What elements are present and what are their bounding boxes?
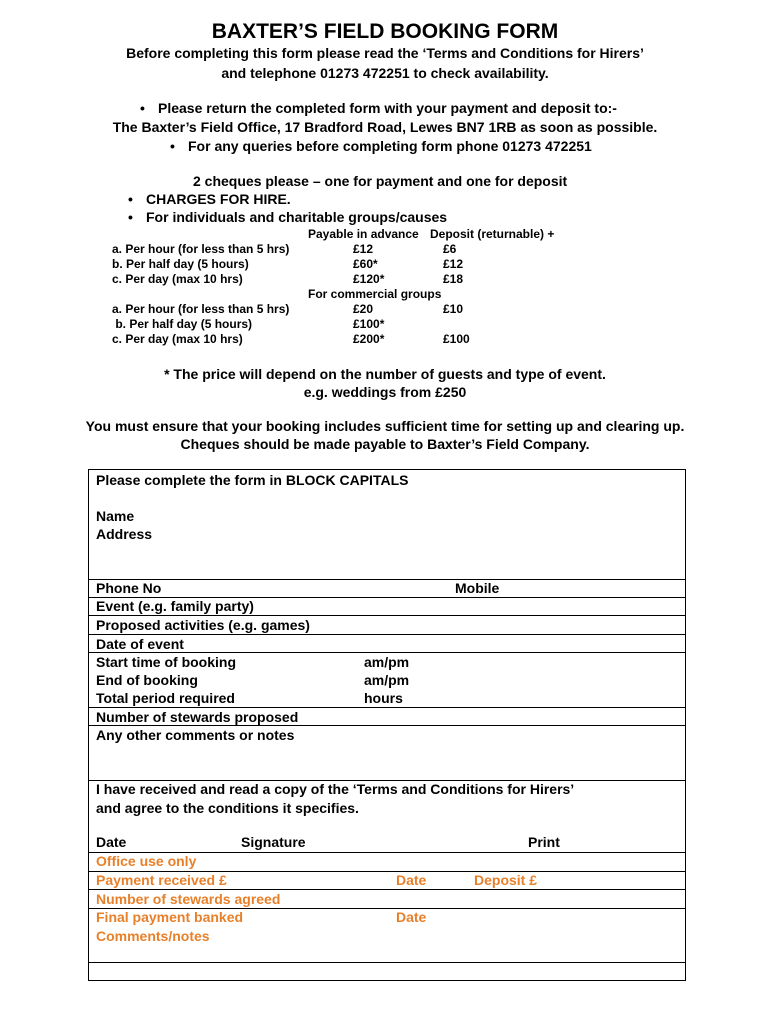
- ensure-note-line-2: Cheques should be made payable to Baxter’s Field Company.: [180, 436, 590, 452]
- phone-field-label[interactable]: Phone No: [96, 580, 162, 596]
- event-field-label[interactable]: Event (e.g. family party): [96, 598, 254, 614]
- rate-row-advance: £12: [353, 242, 374, 256]
- divider: [88, 634, 686, 635]
- office-comments-label[interactable]: Comments/notes: [96, 928, 210, 944]
- stewards-agreed-label[interactable]: Number of stewards agreed: [96, 891, 281, 907]
- rate-row-advance: £60*: [353, 257, 378, 271]
- rate-row-deposit: £100: [443, 332, 470, 346]
- rate-row-advance: £20: [353, 302, 374, 316]
- rate-row-advance: £120*: [353, 272, 385, 286]
- charges-heading: • CHARGES FOR HIRE.: [128, 191, 291, 207]
- intro-line-2: and telephone 01273 472251 to check availability.: [221, 65, 549, 81]
- ensure-note-line-1: You must ensure that your booking includes sufficient time for setting up and clearing up.: [85, 418, 685, 434]
- intro-line-1: Before completing this form please read the ‘Terms and Conditions for Hirers’: [126, 45, 644, 61]
- form-instructions: Please complete the form in BLOCK CAPITALS: [96, 472, 409, 488]
- start-time-unit: am/pm: [364, 654, 410, 670]
- event-date-field-label[interactable]: Date of event: [96, 636, 184, 652]
- date-field-label[interactable]: Date: [96, 834, 127, 850]
- divider: [88, 652, 686, 653]
- mobile-field-label[interactable]: Mobile: [455, 580, 500, 596]
- total-period-field-label[interactable]: Total period required: [96, 690, 235, 706]
- activities-field-label[interactable]: Proposed activities (e.g. games): [96, 617, 310, 633]
- rate-row-label: a. Per hour (for less than 5 hrs): [112, 242, 290, 256]
- comments-field-label[interactable]: Any other comments or notes: [96, 727, 295, 743]
- rate-row-label: b. Per half day (5 hours): [112, 257, 249, 271]
- col-advance-header: Payable in advance: [308, 227, 419, 241]
- divider: [88, 725, 686, 726]
- office-use-heading: Office use only: [96, 853, 197, 869]
- agreement-line-2: and agree to the conditions it specifies.: [96, 800, 359, 816]
- stewards-field-label[interactable]: Number of stewards proposed: [96, 709, 299, 725]
- end-booking-field-label[interactable]: End of booking: [96, 672, 198, 688]
- payment-date-label[interactable]: Date: [396, 872, 427, 888]
- divider: [88, 707, 686, 708]
- payment-received-label[interactable]: Payment received £: [96, 872, 227, 888]
- rate-row-label: c. Per day (max 10 hrs): [112, 272, 243, 286]
- price-note-line-2: e.g. weddings from £250: [303, 384, 467, 400]
- queries-bullet: • For any queries before completing form phone 01273 472251: [170, 138, 592, 154]
- signature-field-label[interactable]: Signature: [241, 834, 306, 850]
- return-address: The Baxter’s Field Office, 17 Bradford Road, Lewes BN7 1RB as soon as possible.: [112, 119, 658, 135]
- print-field-label[interactable]: Print: [528, 834, 560, 850]
- total-period-unit: hours: [364, 690, 403, 706]
- end-booking-unit: am/pm: [364, 672, 410, 688]
- charges-individuals: • For individuals and charitable groups/causes: [128, 209, 447, 225]
- rate-row-deposit: £6: [443, 242, 457, 256]
- address-field-label[interactable]: Address: [96, 526, 153, 542]
- rate-row-label: c. Per day (max 10 hrs): [112, 332, 243, 346]
- rate-row-deposit: £12: [443, 257, 464, 271]
- rate-row-label: b. Per half day (5 hours): [112, 317, 253, 331]
- name-field-label[interactable]: Name: [96, 508, 135, 524]
- final-payment-date-label[interactable]: Date: [396, 909, 427, 925]
- return-bullet: • Please return the completed form with your payment and deposit to:-: [140, 100, 617, 116]
- divider: [88, 962, 686, 963]
- rate-row-advance: £100*: [353, 317, 385, 331]
- divider: [88, 579, 686, 580]
- agreement-line-1: I have received and read a copy of the ‘Terms and Conditions for Hirers’: [96, 781, 575, 797]
- commercial-heading: For commercial groups: [308, 287, 442, 301]
- col-deposit-header: Deposit (returnable) +: [430, 227, 555, 241]
- price-note-line-1: * The price will depend on the number of guests and type of event.: [164, 366, 606, 382]
- rate-row-deposit: £18: [443, 272, 464, 286]
- rate-row-deposit: £10: [443, 302, 464, 316]
- divider: [88, 889, 686, 890]
- deposit-label[interactable]: Deposit £: [474, 872, 538, 888]
- rate-row-advance: £200*: [353, 332, 385, 346]
- start-time-field-label[interactable]: Start time of booking: [96, 654, 236, 670]
- final-payment-label[interactable]: Final payment banked: [96, 909, 244, 925]
- divider: [88, 615, 686, 616]
- page-title: BAXTER’S FIELD BOOKING FORM: [211, 20, 559, 43]
- cheques-note: 2 cheques please – one for payment and one for deposit: [193, 173, 568, 189]
- rate-row-label: a. Per hour (for less than 5 hrs): [112, 302, 290, 316]
